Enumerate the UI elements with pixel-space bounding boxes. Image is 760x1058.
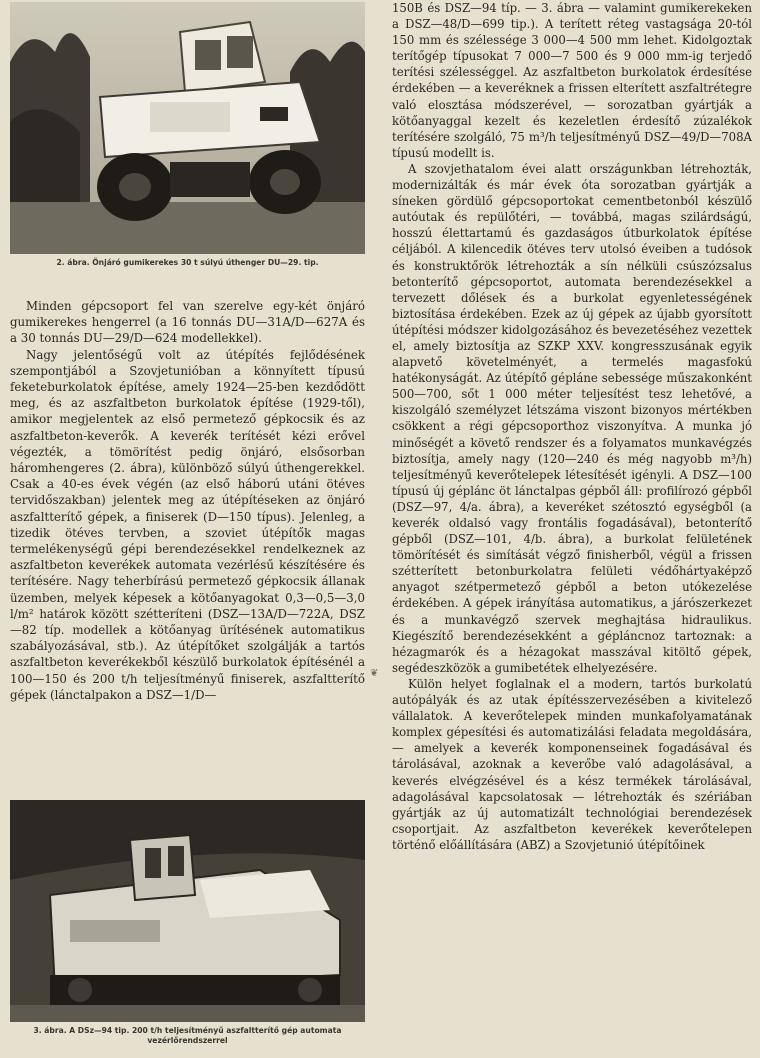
- road-roller-illustration: [10, 2, 365, 254]
- left-text-block: [10, 298, 365, 703]
- figure-3-caption: 3. ábra. A DSz—94 tip. 200 t/h teljesítményű aszfaltterítő gép automata vezérlőrendszerrel: [33, 1026, 342, 1045]
- right-column: [392, 0, 752, 1058]
- paragraph: Minden gépcsoport fel van szerelve egy-két önjáró gumikerekes hengerrel (a 16 tonnás DU—31A/D—627A és a 30 tonnás DU—29/D—624 modellekkel).: [10, 299, 365, 346]
- figure-3-photo-paver: [10, 800, 365, 1022]
- figure-2-caption: 2. ábra. Önjáró gumikerekes 30 t súlyú úthenger DU—29. tip.: [56, 258, 319, 267]
- paragraph: A szovjethatalom évei alatt országunkban létrehozták, modernizálták és már évek óta sorozatban gyártják a síneken gördülő gépcsoportokat cementbetonból készülő autóutak és repülőtéri, — továbbá, magas szilárdságú, hosszú élettartamú és gazdaságos útburkolatok építése céljából. A kilencedik ötéves terv utolsó éveiben a tudósok és konstruktőrök létrehozták a sín nélküli csúszózsalus betonterítő gépcsoportot, automata berendezésekkel a tervezett dőlések és a burkolat egyenletességének biztosítása érdekében. Ezek az új gépek az újabb gyorsított útépítési módszer kidolgozásához és bevezetéséhez vezettek el, amely biztosítja az SZKP XXV. kongresszusának egyik alapvető követelményét, a termelés magasfokú hatékonyságát. Az útépítő gépláne sebessége műszakonként 500—700, sőt 1 000 méter teljesítést tesz lehetővé, a kiszolgáló személyzet létszáma viszont bizonyos mértékben csökkent a régi gépcsoporthoz viszonyítva. A munka jó minőségét a követő rendszer és a folyamatos munkavégzés biztosítja, amely nagy (120—240 és még nagyobb m³/h) teljesítményű keverőtelepek létesítését igényli. A DSZ—100 típusú új géplánc öt lánctalpas gépből áll: profilírozó gépből (DSZ—97, 4/a. ábra), a keveréket szétosztó egységből (a keverék oldalsó vagy frontális fogadásával), betonterítő gépből (DSZ—101, 4/b. ábra), a burkolat felületének tömörítését és simítását végző finisherből, végül a frissen szétterített betonburkolatra felületi védőhártyaképző anyagot szétpermetező gépből a beton utókezelése érdekében. A gépek irányítása automatikus, a járószerkezet és a munkavégző szervek meghajtása hidraulikus. Kiegészítő berendezésekként a gépláncnoz tartoznak: a hézagmarók és a hézagokat masszával kitöltő gépek, segédeszközök a gumibetétek elhelyezésére.: [392, 161, 752, 675]
- margin-mark-icon: ❦: [370, 668, 379, 679]
- paragraph: 150B és DSZ—94 típ. — 3. ábra — valamint gumikerekeken a DSZ—48/D—699 tip.). A terített réteg vastagsága 20-tól 150 mm és szélessége 3 000—4 500 mm lehet. Kidolgoztak terítőgép típusokat 7 000—7 500 és 9 000 mm-ig terjedő terítési szélességgel. Az aszfaltbeton burkolatok érdesítése érdekében — a keveréknek a frissen elterített aszfaltrétegre való elosztása módszerével, — sorozatban gyártják a kötőanyaggal kezelt és kezeletlen érdesítő zúzalékok terítésére szolgáló, 75 m³/h teljesítményű DSZ—49/D—708A típusú modellt is.: [392, 1, 752, 160]
- asphalt-paver-illustration: [10, 800, 365, 1022]
- paragraph: Nagy jelentőségű volt az útépítés fejlődésének szempontjából a Szovjetunióban a könnyített típusú feketeburkolatok építése, amely 1924—25-ben kezdődött meg, és az aszfaltbeton burkolatok építése (1929-től), amikor megjelentek az első permetező gépkocsik és az aszfaltbeton-keverők. A keverék terítését kézi erővel végezték, a tömörítést pedig önjáró, elsősorban háromhengeres (2. ábra), különböző súlyú úthengerekkel. Csak a 40-es évek végén (az első háború utáni ötéves tervidőszakban) jelentek meg az útépítéseken az önjáró aszfaltterítő gépek, a finiserek (D—150 típus). Jelenleg, a tizedik ötéves tervben, a szoviet útépítők magas termelékenységű gépi berendezésekkel rendelkeznek az aszfaltbeton keverékek automata vezérlésű készítésére és terítésére. Nagy teherbírású permetező gépkocsik állanak üzemben, melyek képesek a kötőanyagokat 0,3—0,5—3,0 l/m² határok között szétteríteni (DSZ—13A/D—722A, DSZ—82 típ. modellek a kötőanyag ürítésének automatikus szabályozásával, stb.). Az útépítőket szolgálják a tartós aszfaltbeton keverékekből készülő burkolatok építésénél a 100—150 és 200 t/h teljesítményű finiserek, aszfaltterítő gépek (lánctalpakon a DSZ—1/D—: [10, 347, 365, 702]
- paragraph: Külön helyet foglalnak el a modern, tartós burkolatú autópályák és az utak építésszervezésében a kivitelező vállalatok. A keverőtelepek minden munkafolyamatának komplex gépesítési és automatizálási feladata megoldására, — amelyek a keverék komponenseinek fogadásával és tárolásával, azoknak a keverőbe való adagolásával, a keverés elvégzésével és a kész termékek tárolásával, adagolásával kapcsolatosak — létrehozták és szériában gyártják az új automatizált technológiai berendezések csoportjait. Az aszfaltbeton keverékek keverőtelepen történő előállítására (ABZ) a Szovjetunió útépítőinek: [392, 676, 752, 852]
- figure-2-photo-roller: [10, 2, 365, 254]
- left-column: [10, 0, 365, 1058]
- figure-3: [10, 800, 365, 1046]
